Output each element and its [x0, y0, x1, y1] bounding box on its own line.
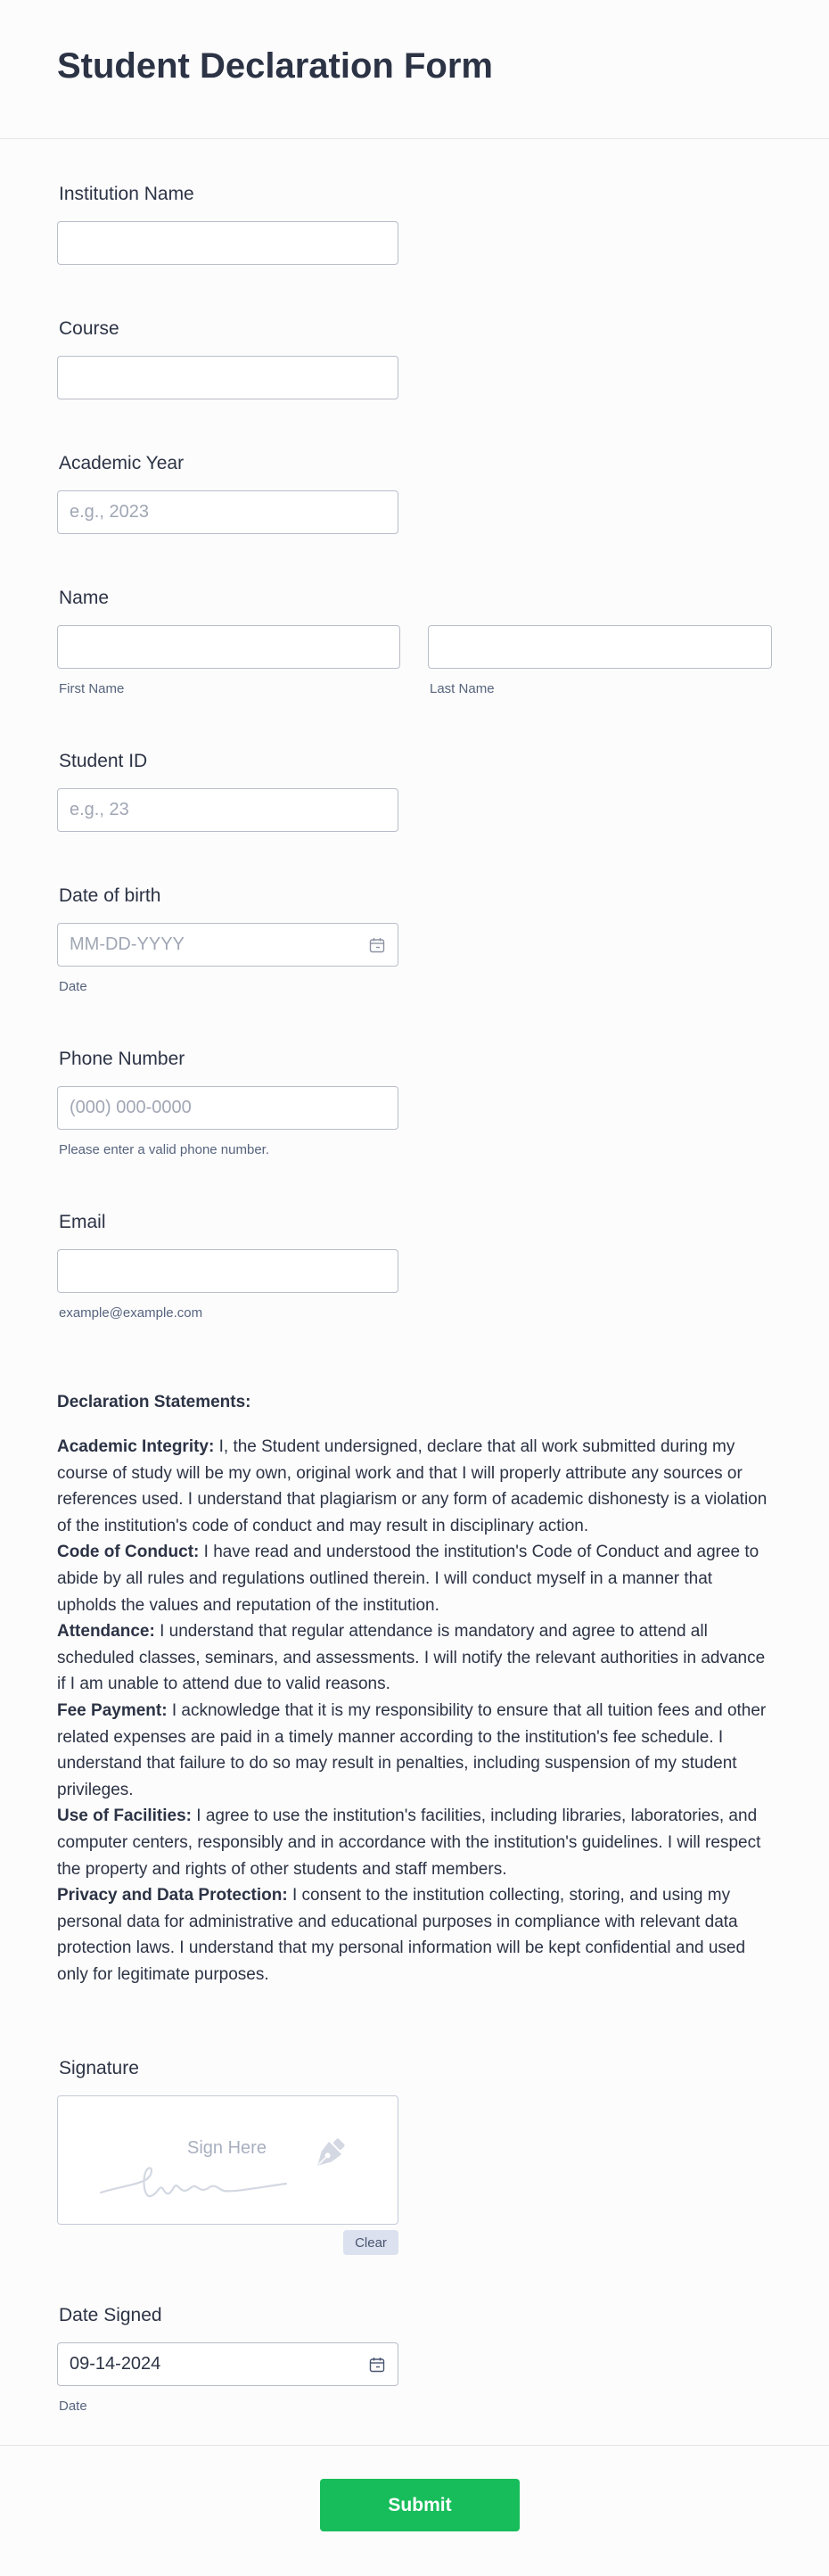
email-input[interactable] — [57, 1249, 398, 1293]
phone-label: Phone Number — [59, 1049, 185, 1069]
email-sublabel: example@example.com — [59, 1305, 203, 1321]
dob-sublabel: Date — [59, 979, 87, 994]
date-signed-input[interactable] — [57, 2342, 398, 2386]
date-signed-value: 09-14-2024 — [70, 2354, 161, 2374]
declaration-item: Use of Facilities: I agree to use the institution's facilities, including libraries, laboratories, and computer centers, responsibly and in accordance with the institution's guidelines. I will respect the property and rights of other students and staff members. — [57, 1806, 761, 1879]
date-signed-label: Date Signed — [59, 2305, 162, 2325]
calendar-icon[interactable] — [368, 936, 386, 954]
dob-placeholder: MM-DD-YYYY — [70, 934, 185, 954]
academic-year-placeholder: e.g., 2023 — [70, 502, 149, 522]
first-name-input[interactable] — [57, 625, 400, 669]
student-id-input[interactable] — [57, 788, 398, 832]
signature-placeholder: Sign Here — [187, 2138, 267, 2158]
dob-input[interactable] — [57, 923, 398, 967]
dob-label: Date of birth — [59, 885, 161, 906]
page-title: Student Declaration Form — [57, 46, 493, 86]
academic-year-label: Academic Year — [59, 453, 185, 473]
student-id-placeholder: e.g., 23 — [70, 800, 129, 819]
declaration-item: Attendance: I understand that regular attendance is mandatory and agree to attend all scheduled classes, seminars, and assessments. I will notify the relevant authorities in advance if I am unable to attend due to valid reasons. — [57, 1622, 766, 1694]
declaration-item: Academic Integrity: I, the Student undersigned, declare that all work submitted during my course of study will be my own, original work and that I will properly attribute any sources or references used. I understand that plagiarism or any form of academic dishonesty is a violation of the institution's code of conduct and may result in disciplinary action. — [57, 1437, 767, 1535]
declaration-text — [57, 1434, 776, 1988]
declaration-item: Privacy and Data Protection: I consent to the institution collecting, storing, and using my personal data for administrative and educational purposes in compliance with relevant data protection laws. I understand that my personal information will be kept confidential and used only for legitimate purposes. — [57, 1886, 746, 1984]
phone-placeholder: (000) 000-0000 — [70, 1098, 192, 1117]
pen-nib-icon — [309, 2135, 349, 2174]
clear-signature-button[interactable]: Clear — [343, 2230, 398, 2255]
date-signed-sublabel: Date — [59, 2399, 87, 2414]
institution-input[interactable] — [57, 221, 398, 265]
course-label: Course — [59, 318, 119, 339]
signature-label: Signature — [59, 2058, 139, 2078]
form-header — [0, 0, 829, 139]
signature-pad[interactable] — [57, 2095, 398, 2225]
last-name-sublabel: Last Name — [430, 681, 495, 696]
declaration-title: Declaration Statements: — [57, 1393, 251, 1411]
institution-label: Institution Name — [59, 184, 194, 204]
declaration-item: Code of Conduct: I have read and understood the institution's Code of Conduct and agree to abide by all rules and regulations outlined therein. I will conduct myself in a manner that upholds the values and reputation of the institution. — [57, 1543, 759, 1615]
calendar-icon[interactable] — [368, 2356, 386, 2374]
academic-year-input[interactable] — [57, 490, 398, 534]
submit-button[interactable]: Submit — [320, 2479, 520, 2531]
course-input[interactable] — [57, 356, 398, 399]
email-label: Email — [59, 1212, 106, 1232]
signature-scribble-icon — [99, 2152, 331, 2205]
phone-input[interactable] — [57, 1086, 398, 1130]
phone-sublabel: Please enter a valid phone number. — [59, 1142, 269, 1157]
footer-divider — [0, 2445, 829, 2446]
first-name-sublabel: First Name — [59, 681, 125, 696]
declaration-item: Fee Payment: I acknowledge that it is my responsibility to ensure that all tuition fees and other related expenses are paid in a timely manner according to the institution's fee schedule. I understand that failure to do so may result in penalties, including suspension of my student privileges. — [57, 1700, 767, 1799]
name-label: Name — [59, 588, 110, 608]
student-id-label: Student ID — [59, 751, 148, 771]
last-name-input[interactable] — [428, 625, 772, 669]
